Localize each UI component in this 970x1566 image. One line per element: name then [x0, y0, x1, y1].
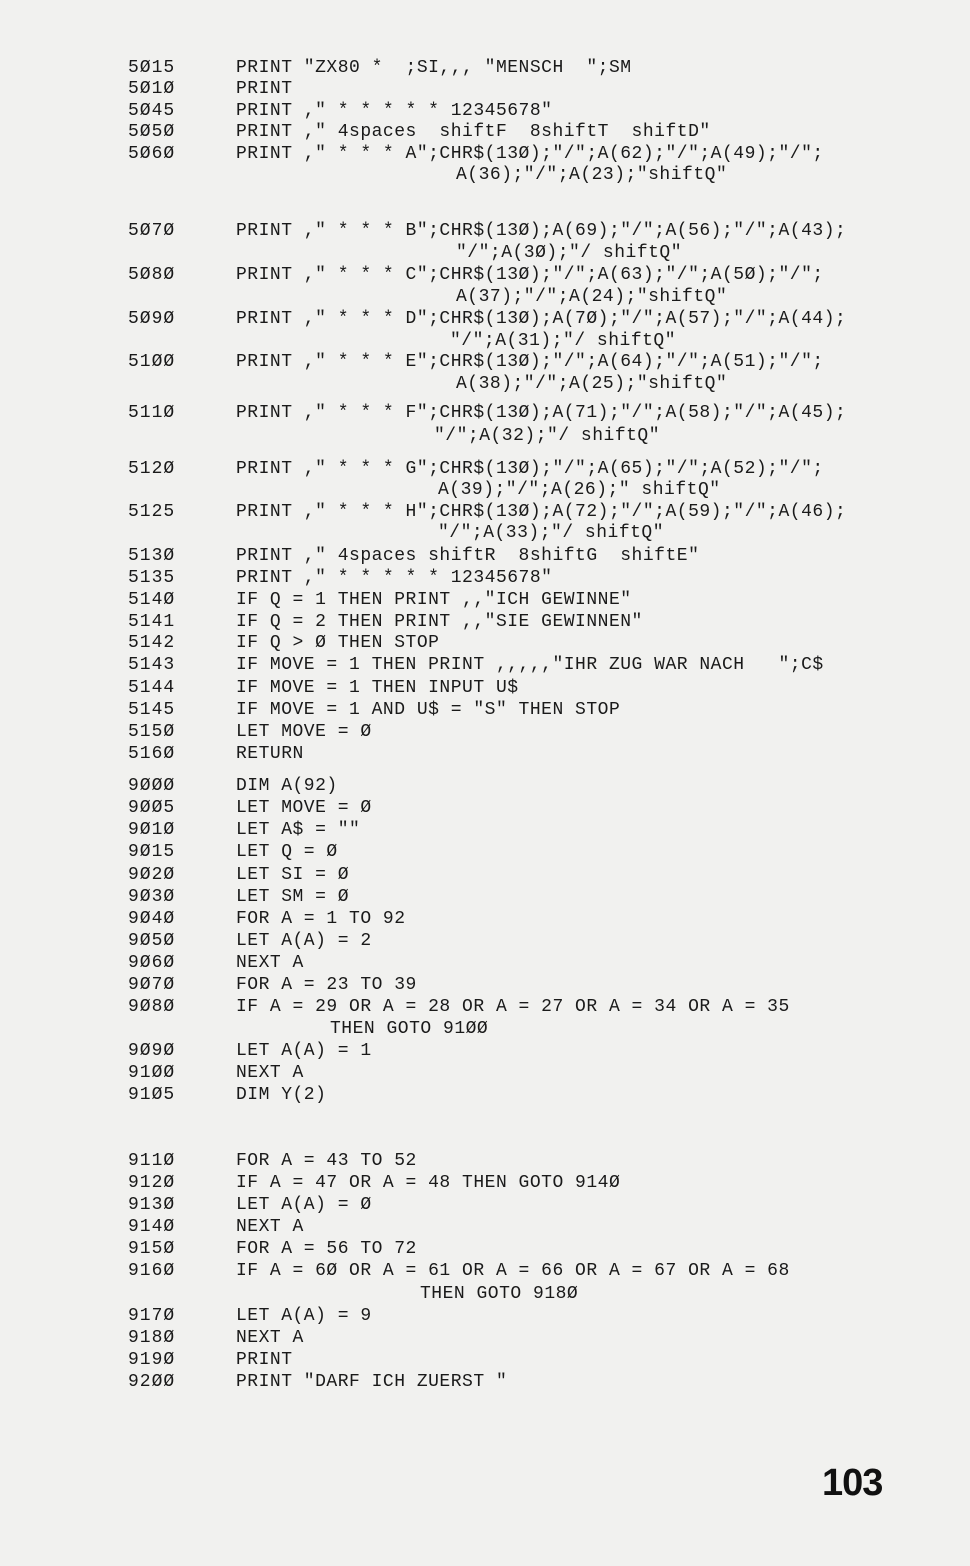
line-number: 9Ø5Ø	[128, 931, 176, 951]
code-statement: PRINT ," * * * D";CHR$(13Ø);A(7Ø);"/";A(57);"/";A(44);	[236, 309, 847, 329]
code-statement: LET MOVE = Ø	[236, 722, 372, 742]
line-number: 5135	[128, 568, 176, 588]
line-number: 515Ø	[128, 722, 176, 742]
line-number: 919Ø	[128, 1350, 176, 1370]
code-statement: A(38);"/";A(25);"shiftQ"	[456, 374, 728, 394]
code-statement: PRINT "DARF ICH ZUERST "	[236, 1372, 508, 1392]
line-number: 9Ø7Ø	[128, 975, 176, 995]
line-number: 5141	[128, 612, 176, 632]
line-number: 5Ø8Ø	[128, 265, 176, 285]
line-number: 916Ø	[128, 1261, 176, 1281]
code-statement: DIM Y(2)	[236, 1085, 327, 1105]
code-statement: IF MOVE = 1 THEN PRINT ,,,,,"IHR ZUG WAR NACH ";C$	[236, 655, 824, 675]
line-number: 5144	[128, 678, 176, 698]
line-number: 5Ø15	[128, 58, 176, 78]
line-number: 915Ø	[128, 1239, 176, 1259]
code-statement: LET SI = Ø	[236, 865, 350, 885]
code-statement: "/";A(31);"/ shiftQ"	[450, 331, 677, 351]
line-number: 9Ø2Ø	[128, 865, 176, 885]
line-number: 5142	[128, 633, 176, 653]
code-statement: A(36);"/";A(23);"shiftQ"	[456, 165, 728, 185]
code-statement: IF A = 6Ø OR A = 61 OR A = 66 OR A = 67 OR A = 68	[236, 1261, 790, 1281]
line-number: 51ØØ	[128, 352, 176, 372]
line-number: 9Ø15	[128, 842, 176, 862]
code-statement: NEXT A	[236, 1217, 304, 1237]
code-statement: "/";A(33);"/ shiftQ"	[438, 523, 665, 543]
code-statement: PRINT ," * * * E";CHR$(13Ø);"/";A(64);"/";A(51);"/";	[236, 352, 824, 372]
line-number: 511Ø	[128, 403, 176, 423]
code-statement: IF A = 29 OR A = 28 OR A = 27 OR A = 34 OR A = 35	[236, 997, 790, 1017]
code-statement: LET A(A) = 2	[236, 931, 372, 951]
code-statement: LET A(A) = Ø	[236, 1195, 372, 1215]
code-statement: PRINT ," * * * * * 12345678"	[236, 568, 553, 588]
code-statement: PRINT ," * * * B";CHR$(13Ø);A(69);"/";A(56);"/";A(43);	[236, 221, 847, 241]
code-statement: NEXT A	[236, 1328, 304, 1348]
line-number: 9Ø3Ø	[128, 887, 176, 907]
code-statement: PRINT "ZX80 * ;SI,,, "MENSCH ";SM	[236, 58, 632, 78]
line-number: 5Ø6Ø	[128, 144, 176, 164]
code-statement: LET A(A) = 1	[236, 1041, 372, 1061]
line-number: 514Ø	[128, 590, 176, 610]
code-statement: "/";A(3Ø);"/ shiftQ"	[456, 243, 683, 263]
line-number: 917Ø	[128, 1306, 176, 1326]
code-statement: PRINT ," * * * G";CHR$(13Ø);"/";A(65);"/";A(52);"/";	[236, 459, 824, 479]
code-statement: FOR A = 56 TO 72	[236, 1239, 417, 1259]
line-number: 918Ø	[128, 1328, 176, 1348]
code-statement: PRINT	[236, 1350, 293, 1370]
code-statement: A(37);"/";A(24);"shiftQ"	[456, 287, 728, 307]
code-statement: PRINT ," * * * F";CHR$(13Ø);A(71);"/";A(58);"/";A(45);	[236, 403, 847, 423]
line-number: 912Ø	[128, 1173, 176, 1193]
code-statement: A(39);"/";A(26);" shiftQ"	[438, 480, 721, 500]
line-number: 9Ø6Ø	[128, 953, 176, 973]
line-number: 911Ø	[128, 1151, 176, 1171]
line-number: 5145	[128, 700, 176, 720]
line-number: 5125	[128, 502, 176, 522]
code-statement: RETURN	[236, 744, 304, 764]
line-number: 9ØØØ	[128, 776, 176, 796]
code-statement: IF Q > Ø THEN STOP	[236, 633, 440, 653]
line-number: 913Ø	[128, 1195, 176, 1215]
code-statement: PRINT	[236, 79, 293, 99]
code-statement: IF Q = 1 THEN PRINT ,,"ICH GEWINNE"	[236, 590, 632, 610]
line-number: 9Ø4Ø	[128, 909, 176, 929]
code-statement: PRINT ," * * * A";CHR$(13Ø);"/";A(62);"/";A(49);"/";	[236, 144, 824, 164]
line-number: 92ØØ	[128, 1372, 176, 1392]
code-statement: IF MOVE = 1 THEN INPUT U$	[236, 678, 519, 698]
line-number: 9Ø9Ø	[128, 1041, 176, 1061]
code-statement: IF Q = 2 THEN PRINT ,,"SIE GEWINNEN"	[236, 612, 643, 632]
line-number: 91ØØ	[128, 1063, 176, 1083]
line-number: 5Ø1Ø	[128, 79, 176, 99]
code-statement: NEXT A	[236, 1063, 304, 1083]
code-statement: PRINT ," * * * * * 12345678"	[236, 101, 553, 121]
code-statement: LET A$ = ""	[236, 820, 361, 840]
line-number: 91Ø5	[128, 1085, 176, 1105]
line-number: 512Ø	[128, 459, 176, 479]
code-statement: FOR A = 23 TO 39	[236, 975, 417, 995]
code-statement: PRINT ," 4spaces shiftR 8shiftG shiftE"	[236, 546, 700, 566]
code-statement: "/";A(32);"/ shiftQ"	[434, 426, 661, 446]
page-number: 103	[822, 1462, 883, 1504]
code-statement: THEN GOTO 91ØØ	[330, 1019, 489, 1039]
line-number: 9Ø1Ø	[128, 820, 176, 840]
code-statement: FOR A = 1 TO 92	[236, 909, 406, 929]
code-statement: IF A = 47 OR A = 48 THEN GOTO 914Ø	[236, 1173, 621, 1193]
code-statement: PRINT ," 4spaces shiftF 8shiftT shiftD"	[236, 122, 711, 142]
code-statement: LET Q = Ø	[236, 842, 338, 862]
code-statement: FOR A = 43 TO 52	[236, 1151, 417, 1171]
line-number: 516Ø	[128, 744, 176, 764]
code-statement: NEXT A	[236, 953, 304, 973]
line-number: 5Ø5Ø	[128, 122, 176, 142]
line-number: 5143	[128, 655, 176, 675]
line-number: 9ØØ5	[128, 798, 176, 818]
code-statement: IF MOVE = 1 AND U$ = "S" THEN STOP	[236, 700, 621, 720]
line-number: 513Ø	[128, 546, 176, 566]
code-statement: DIM A(92)	[236, 776, 338, 796]
code-statement: PRINT ," * * * C";CHR$(13Ø);"/";A(63);"/";A(5Ø);"/";	[236, 265, 824, 285]
code-statement: THEN GOTO 918Ø	[420, 1284, 579, 1304]
line-number: 5Ø9Ø	[128, 309, 176, 329]
code-statement: PRINT ," * * * H";CHR$(13Ø);A(72);"/";A(59);"/";A(46);	[236, 502, 847, 522]
code-statement: LET SM = Ø	[236, 887, 350, 907]
line-number: 5Ø7Ø	[128, 221, 176, 241]
line-number: 914Ø	[128, 1217, 176, 1237]
line-number: 9Ø8Ø	[128, 997, 176, 1017]
code-statement: LET MOVE = Ø	[236, 798, 372, 818]
line-number: 5Ø45	[128, 101, 176, 121]
code-statement: LET A(A) = 9	[236, 1306, 372, 1326]
